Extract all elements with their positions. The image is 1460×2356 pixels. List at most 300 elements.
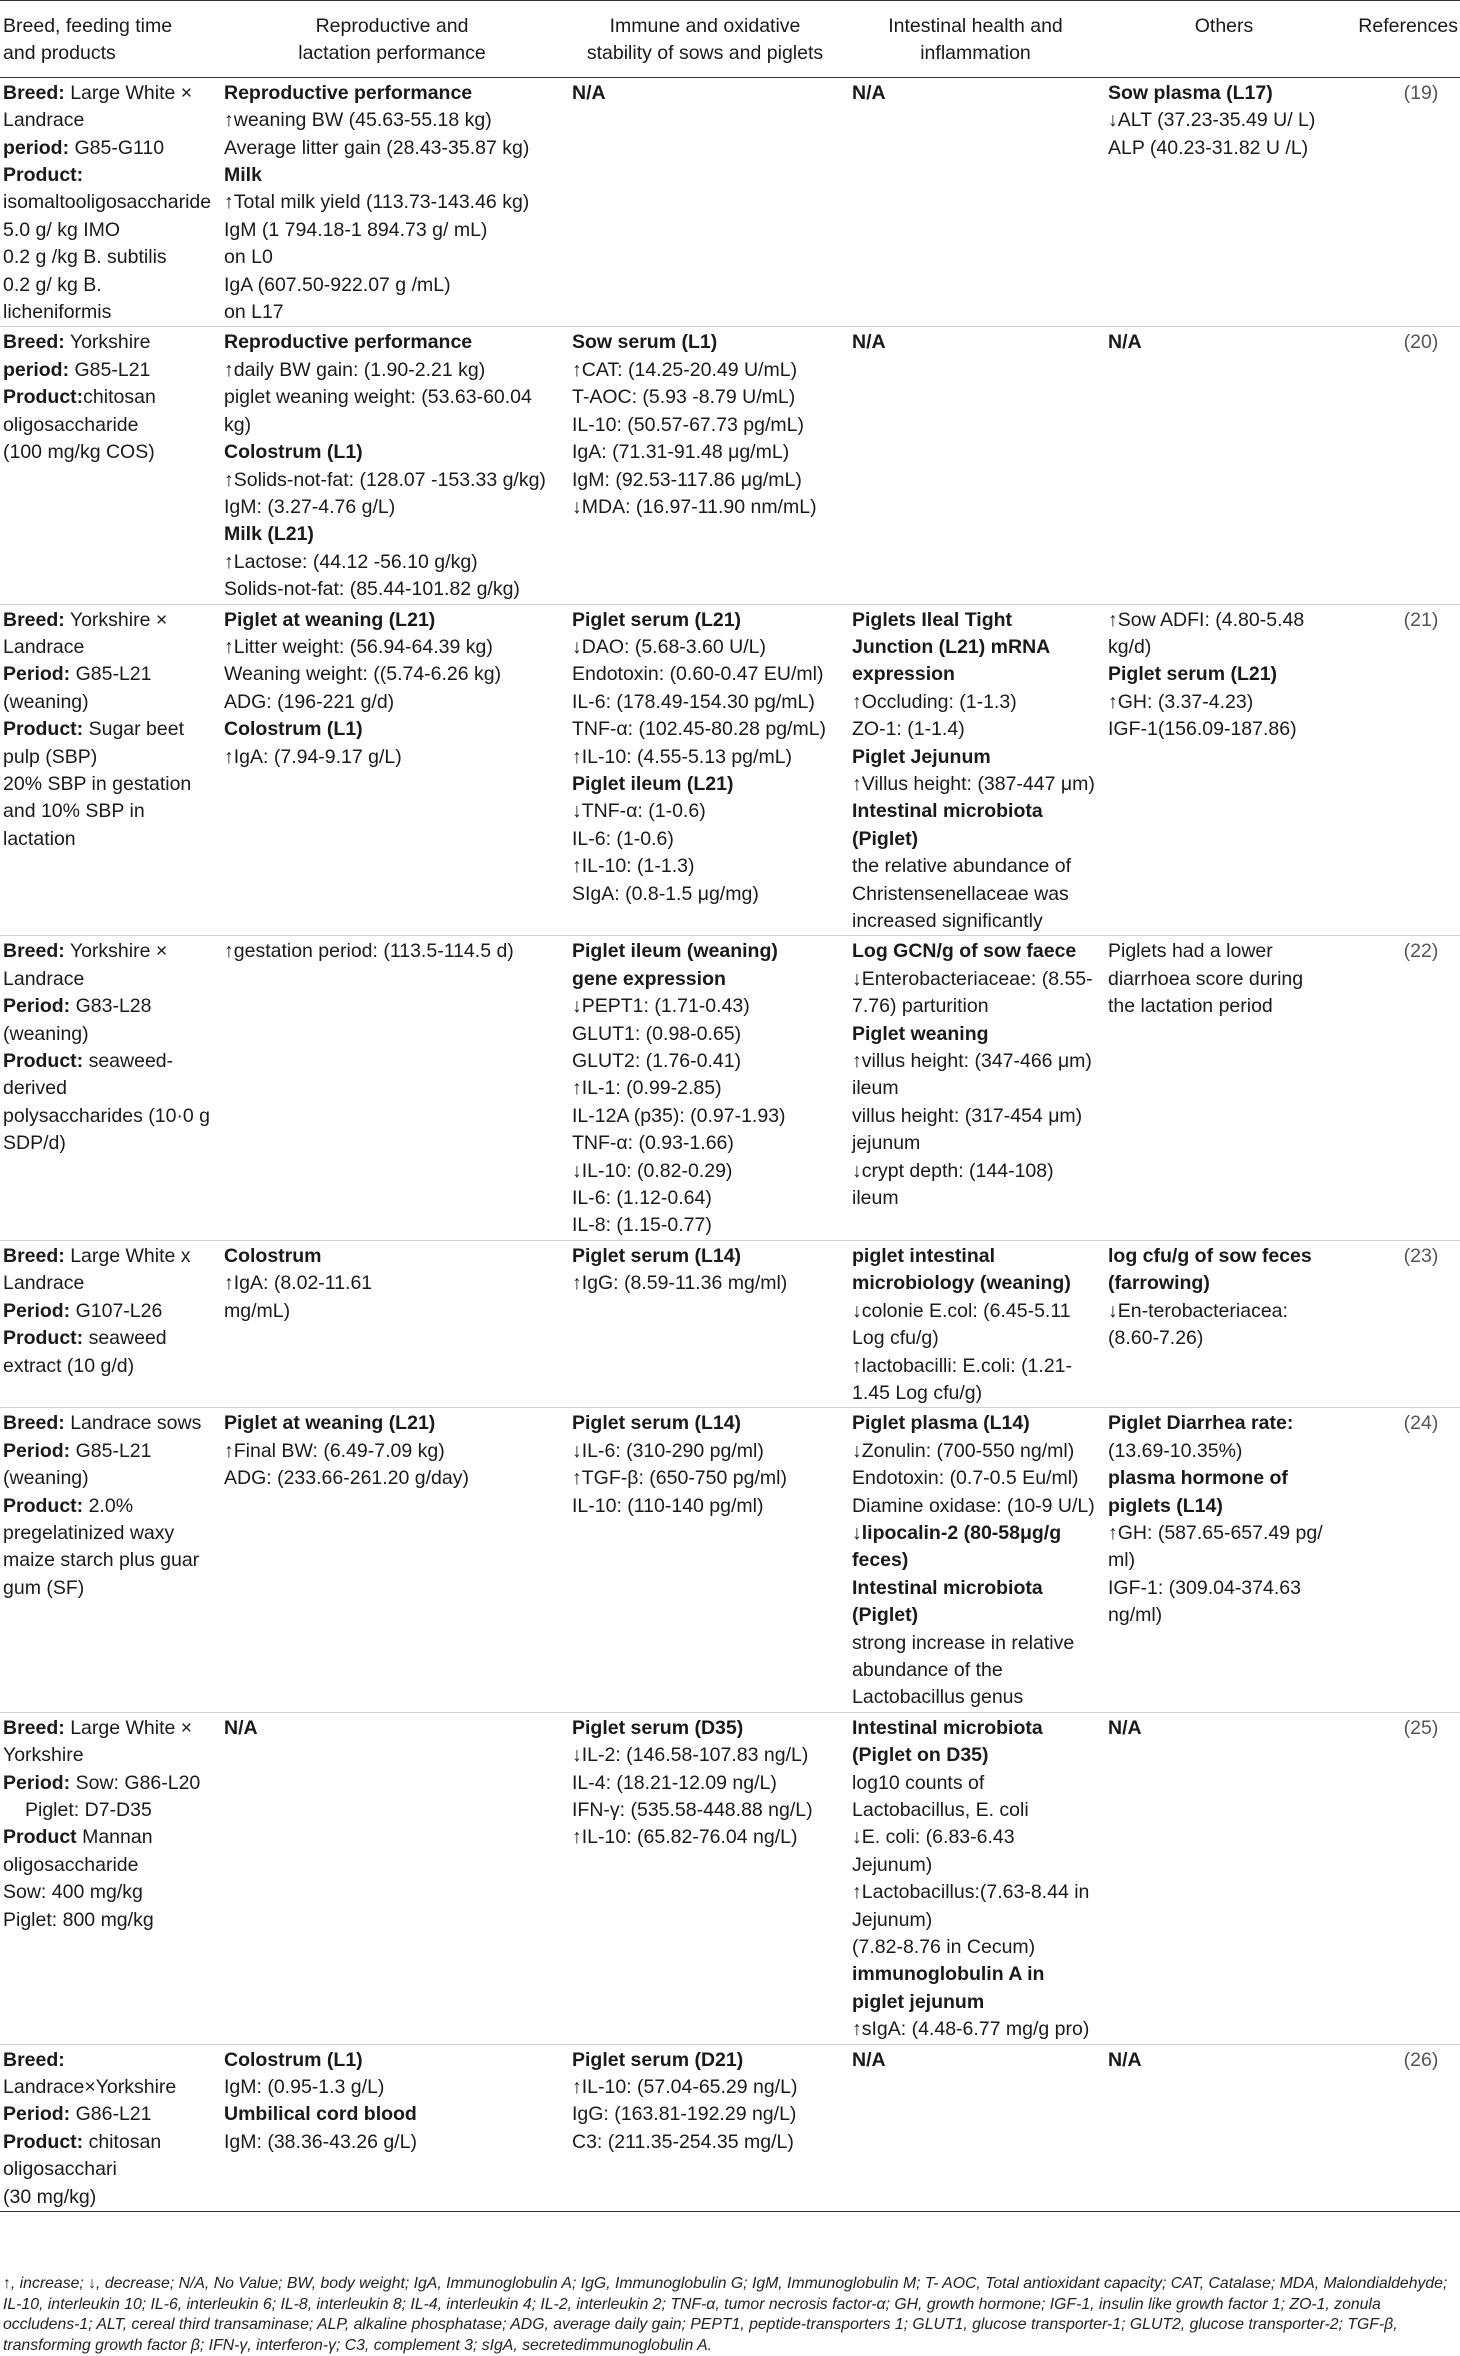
cell-line (3, 1270, 213, 1297)
line-text: (8.60-7.26) (1108, 1327, 1204, 1350)
line-text: ↑CAT: (14.25-20.49 U/mL) (572, 358, 798, 381)
bold-label: Colostrum (L1) (224, 718, 363, 741)
cell-line (3, 607, 213, 634)
line-text: log10 counts of (852, 1771, 985, 1794)
line-text: strong increase in relative (852, 1631, 1075, 1654)
cell-line (572, 881, 845, 908)
bold-label: Intestinal microbiota (852, 800, 1043, 823)
bold-label: Product: (3, 1050, 84, 1073)
cell-line (3, 162, 213, 189)
bold-label: Sow serum (L1) (572, 331, 718, 354)
cell-intestinal (845, 604, 1106, 936)
cell-line (852, 2047, 1098, 2074)
line-text: isomaltooligosaccharide (3, 191, 212, 214)
cell-line (3, 2101, 213, 2128)
line-text: ↑IL-10: (57.04-65.29 ng/L) (572, 2076, 798, 2099)
cell-line (572, 1075, 845, 1102)
line-text: IgM: (92.53-117.86 μg/mL) (572, 468, 802, 491)
cell-line (572, 1715, 845, 1742)
cell-line (572, 1770, 845, 1797)
cell-line (3, 826, 213, 853)
cell-line (3, 1130, 213, 1157)
cell-line (224, 244, 565, 271)
cell-line (852, 689, 1098, 716)
line-text: ↑Solids-not-fat: (128.07 -153.33 g/kg) (224, 468, 546, 491)
cell-line (224, 217, 565, 244)
line-text: abundance of the (852, 1658, 1003, 1681)
cell-line (3, 1410, 213, 1437)
line-text: Large White x (64, 1244, 191, 1267)
line-text: seaweed- (83, 1050, 174, 1073)
line-text: TNF-α: (0.93-1.66) (572, 1132, 734, 1155)
cell-line (3, 689, 213, 716)
cell-line (224, 494, 565, 521)
bold-label: Piglet Diarrhea rate: (1108, 1412, 1294, 1435)
line-text: TNF-α: (102.45-80.28 pg/mL) (572, 718, 827, 741)
line-text: piglet weaning weight: (53.63-60.04 (224, 386, 532, 409)
bold-label: Colostrum (L1) (224, 2048, 363, 2071)
cell-line (3, 1493, 213, 1520)
cell-line (1108, 329, 1336, 356)
bold-label: immunoglobulin A in (852, 1963, 1045, 1986)
cell-line (3, 1438, 213, 1465)
line-text: G85-L21 (69, 358, 151, 381)
line-text: ↑GH: (587.65-657.49 pg/ (1108, 1521, 1323, 1544)
cell-line (3, 1465, 213, 1492)
cell-intestinal (845, 1408, 1106, 1712)
cell-reference: (21) (1342, 604, 1460, 936)
cell-line (572, 634, 845, 661)
cell-line (572, 1824, 845, 1851)
line-text: (7.82-8.76 in Cecum) (852, 1936, 1036, 1959)
line-text: ↑Final BW: (6.49-7.09 kg) (224, 1439, 445, 1462)
cell-immune-oxidative (565, 1408, 845, 1712)
cell-line (1108, 135, 1336, 162)
line-text: ↑Villus height: (387-447 μm) (852, 772, 1095, 795)
line-text: G85-L21 (70, 1439, 152, 1462)
cell-reproductive (219, 1408, 565, 1712)
bold-label: log cfu/g of sow feces (1108, 1244, 1312, 1267)
bold-label: Breed: (3, 331, 65, 354)
cell-breed-period-product (0, 936, 219, 1240)
cell-line (572, 938, 845, 965)
bold-label: period: (3, 358, 70, 381)
line-text: Mannan (76, 1826, 153, 1849)
cell-reproductive (219, 327, 565, 604)
cell-line (3, 1879, 213, 1906)
line-text: seaweed (83, 1327, 167, 1350)
cell-line (3, 966, 213, 993)
cell-others (1106, 1408, 1342, 1712)
cell-intestinal (845, 77, 1106, 327)
cell-line (3, 80, 213, 107)
cell-line (3, 2156, 213, 2183)
cell-line (852, 2016, 1098, 2043)
cell-line (224, 299, 565, 326)
cell-line (572, 467, 845, 494)
line-text: ↓IL-2: (146.58-107.83 ng/L) (572, 1744, 809, 1767)
cell-line (224, 162, 565, 189)
cell-line (224, 549, 565, 576)
cell-line (852, 716, 1098, 743)
bold-label: N/A (852, 2048, 886, 2071)
cell-line (852, 329, 1098, 356)
cell-line (572, 2101, 845, 2128)
line-text: licheniformis (3, 301, 112, 324)
line-text: increased significantly (852, 910, 1043, 932)
line-text: 5.0 g/ kg IMO (3, 218, 121, 241)
cell-line (572, 689, 845, 716)
cell-line (3, 189, 213, 216)
line-text: (weaning) (3, 1022, 89, 1045)
cell-reproductive (219, 1712, 565, 2044)
line-text: Christensenellaceae was (852, 882, 1069, 905)
cell-line (572, 744, 845, 771)
cell-line (852, 1989, 1098, 2016)
bold-label: piglet jejunum (852, 1990, 985, 2013)
line-text: ↑IgA: (7.94-9.17 g/L) (224, 745, 402, 768)
line-text: Jejunum) (852, 1853, 933, 1876)
cell-line (572, 1270, 845, 1297)
cell-line (852, 744, 1098, 771)
cell-reference: (22) (1342, 936, 1460, 1240)
cell-line (852, 1185, 1098, 1212)
line-text: ↓Zonulin: (700-550 ng/ml) (852, 1439, 1075, 1462)
line-text: IgA: (71.31-91.48 μg/mL) (572, 441, 790, 464)
line-text: (30 mg/kg) (3, 2185, 97, 2208)
cell-line (1108, 1243, 1336, 1270)
cell-line (3, 1547, 213, 1574)
cell-line (852, 1130, 1098, 1157)
bold-label: N/A (1108, 1716, 1142, 1739)
header-line: Intestinal health and (888, 15, 1063, 37)
cell-line (572, 384, 845, 411)
cell-reference: (19) (1342, 77, 1460, 327)
cell-line (852, 1075, 1098, 1102)
line-text: ↓crypt depth: (144-108) (852, 1159, 1054, 1182)
cell-line (572, 1742, 845, 1769)
cell-line (1108, 1438, 1336, 1465)
bold-label: Product: (3, 386, 84, 409)
line-text: IGF-1: (309.04-374.63 (1108, 1576, 1301, 1599)
line-text: ↑villus height: (347-466 μm) (852, 1050, 1092, 1073)
line-text: ↑lactobacilli: E.coli: (1.21- (852, 1354, 1073, 1377)
cell-line (572, 1158, 845, 1185)
bold-label: Piglet serum (L21) (1108, 663, 1278, 686)
cell-line (3, 1021, 213, 1048)
line-text: derived (3, 1077, 67, 1100)
cell-line (852, 1520, 1098, 1547)
bold-label: Breed: (3, 940, 65, 963)
line-text: ↓TNF-α: (1-0.6) (572, 800, 706, 823)
line-text: ↑IL-1: (0.99-2.85) (572, 1077, 722, 1100)
bold-label: Period: (3, 1439, 71, 1462)
line-text: Sugar beet (83, 718, 184, 741)
cell-reproductive (219, 1240, 565, 1407)
cell-line (224, 2074, 565, 2101)
cell-immune-oxidative (565, 936, 845, 1240)
bold-label: Piglet ileum (L21) (572, 772, 734, 795)
line-text: Yorkshire × (64, 940, 168, 963)
header-intestinal (845, 1, 1106, 78)
cell-line (852, 826, 1098, 853)
line-text: diarrhoea score during (1108, 967, 1304, 990)
cell-line (1108, 1325, 1336, 1352)
cell-line (572, 661, 845, 688)
cell-line (224, 1715, 565, 1742)
cell-line (3, 135, 213, 162)
bold-label: (Piglet on D35) (852, 1744, 989, 1767)
line-text: ↓colonie E.col: (6.45-5.11 (852, 1299, 1071, 1322)
table-row (0, 1712, 1460, 2044)
cell-line (572, 993, 845, 1020)
cell-others (1106, 77, 1342, 327)
bold-label: N/A (852, 331, 886, 354)
line-text: mg/mL) (224, 1299, 291, 1322)
cell-line (572, 607, 845, 634)
line-text: ↓Enterobacteriaceae: (8.55- (852, 967, 1093, 990)
line-text: SDP/d) (3, 1132, 66, 1155)
cell-line (3, 217, 213, 244)
cell-line (852, 1879, 1098, 1906)
cell-line (852, 1547, 1098, 1574)
line-text: 7.76) parturition (852, 995, 989, 1018)
cell-line (1108, 1602, 1336, 1629)
bold-label: (Piglet) (852, 1604, 919, 1627)
cell-line (572, 1103, 845, 1130)
bold-label: Reproductive performance (224, 331, 473, 354)
cell-line (1108, 1715, 1336, 1742)
cell-line (852, 908, 1098, 935)
line-text: ↑gestation period: (113.5-114.5 d) (224, 940, 514, 963)
bold-label: Breed: (3, 1716, 65, 1739)
line-text: ↓E. coli: (6.83-6.43 (852, 1826, 1015, 1849)
line-text: ↑Lactobacillus:(7.63-8.44 in (852, 1881, 1090, 1904)
cell-line (1108, 938, 1336, 965)
bold-label: Period: (3, 995, 71, 1018)
cell-breed-period-product (0, 327, 219, 604)
line-text: Piglet: 800 mg/kg (3, 1908, 154, 1931)
line-text: IL-12A (p35): (0.97-1.93) (572, 1104, 786, 1127)
bold-label: N/A (852, 81, 886, 104)
line-text: IFN-γ: (535.58-448.88 ng/L) (572, 1799, 813, 1821)
bold-label: expression (852, 663, 955, 686)
line-text: ↓En-terobacteriacea: (1108, 1299, 1288, 1322)
header-line: Breed, feeding time (3, 15, 173, 37)
bold-label: microbiology (weaning) (852, 1272, 1071, 1295)
line-text: ↑IgG: (8.59-11.36 mg/ml) (572, 1272, 788, 1295)
line-text: ↓ALT (37.23-35.49 U/ L) (1108, 109, 1316, 132)
bold-label: Product: (3, 718, 84, 741)
cell-line (852, 1852, 1098, 1879)
line-text: ↑IL-10: (1-1.3) (572, 855, 695, 878)
cell-line (852, 1797, 1098, 1824)
cell-line (852, 661, 1098, 688)
cell-immune-oxidative (565, 77, 845, 327)
cell-line (224, 189, 565, 216)
line-text: the relative abundance of (852, 855, 1071, 878)
line-text: T-AOC: (5.93 -8.79 U/mL) (572, 386, 796, 409)
cell-line (572, 1243, 845, 1270)
table-row (0, 327, 1460, 604)
line-text: ↑GH: (3.37-4.23) (1108, 690, 1254, 713)
table-footnote: ↑, increase; ↓, decrease; N/A, No Value; BW, body weight; IgA, Immunoglobulin A; IgG, Immunoglobulin G; IgM, Immunoglobulin M; T- AOC, Total antioxidant capacity; CAT, Catalase; MDA, Malondialdehyde; IL-10, interleukin 10; IL-6, interleukin 6; IL-8, interleukin 8; IL-4, interleukin 4; IL-2, interleukin 2; TNF-α, tumor necrosis factor-α; GH, growth hormone; IGF-1, insulin like growth factor 1; ZO-1, zonula occludens-1; ALT, cereal third transaminase; ALP, alkaline phosphatase; ADG, average daily gain; PEPT1, peptide-transporters 1; GLUT1, glucose transporter-1; GLUT2, glucose transporter-2; TGF-β, transforming growth factor β; IFN-γ, interferon-γ; C3, complement 3; sIgA, secretedimmunoglobulin A. (3, 2275, 1448, 2354)
header-references (1342, 1, 1460, 78)
cell-line (224, 412, 565, 439)
line-text: ileum (852, 1187, 899, 1210)
line-text: Large White × (64, 1716, 193, 1739)
header-others (1106, 1, 1342, 78)
cell-line (572, 1438, 845, 1465)
cell-line (852, 1270, 1098, 1297)
cell-line (224, 1465, 565, 1492)
cell-line (1108, 661, 1336, 688)
bold-label: feces) (852, 1549, 909, 1572)
cell-line (852, 993, 1098, 1020)
cell-line (572, 329, 845, 356)
cell-line (1108, 1547, 1336, 1574)
cell-reference: (23) (1342, 1240, 1460, 1407)
cell-breed-period-product (0, 604, 219, 936)
bold-label: ↓lipocalin-2 (80-58μg/g (852, 1521, 1062, 1544)
bold-label: Intestinal microbiota (852, 1716, 1043, 1739)
cell-line (852, 80, 1098, 107)
line-text: 0.2 g /kg B. subtilis (3, 246, 167, 269)
cell-immune-oxidative (565, 327, 845, 604)
line-text: chitosan (83, 386, 156, 409)
cell-line (224, 689, 565, 716)
bold-label: Junction (L21) mRNA (852, 635, 1051, 658)
line-text: Yorkshire × (64, 608, 168, 631)
line-text: IgG: (163.81-192.29 ng/L) (572, 2103, 797, 2126)
cell-line (3, 1907, 213, 1934)
cell-line (852, 853, 1098, 880)
line-text: maize starch plus guar (3, 1549, 200, 1572)
cell-line (3, 357, 213, 384)
header-line: inflammation (920, 42, 1031, 65)
cell-line (3, 744, 213, 771)
bold-label: N/A (1108, 2048, 1142, 2071)
line-text: kg/d) (1108, 635, 1152, 658)
cell-others (1106, 936, 1342, 1240)
cell-line (224, 439, 565, 466)
bold-label: Piglet at weaning (L21) (224, 1412, 436, 1435)
bold-label: Milk (L21) (224, 523, 314, 546)
bold-label: Period: (3, 2103, 71, 2126)
line-text: extract (10 g/d) (3, 1354, 135, 1377)
bold-label: piglet intestinal (852, 1244, 996, 1267)
cell-line (572, 1185, 845, 1212)
bold-label: Product (3, 1826, 77, 1849)
bold-label: Piglet weaning (852, 1022, 989, 1045)
cell-line (852, 881, 1098, 908)
cell-line (572, 716, 845, 743)
cell-line (852, 1715, 1098, 1742)
header-breed (0, 1, 219, 78)
cell-line (224, 329, 565, 356)
cell-line (3, 107, 213, 134)
cell-line (1108, 2047, 1336, 2074)
line-text: ml) (1108, 1549, 1136, 1572)
cell-line (852, 1158, 1098, 1185)
line-text: IL-6: (178.49-154.30 pg/mL) (572, 690, 815, 713)
cell-line (1108, 1465, 1336, 1492)
bold-label: plasma hormone of (1108, 1467, 1288, 1490)
bold-label: N/A (1108, 331, 1142, 354)
cell-line (3, 1353, 213, 1380)
header-line: Others (1194, 15, 1254, 37)
line-text: (13.69-10.35%) (1108, 1439, 1243, 1462)
cell-line (852, 1325, 1098, 1352)
cell-line (3, 1715, 213, 1742)
cell-line (3, 384, 213, 411)
line-text: Average litter gain (28.43-35.87 kg) (224, 136, 530, 159)
line-text: Landrace×Yorkshire (3, 2076, 177, 2099)
line-text: IL-8: (1.15-0.77) (572, 1214, 712, 1237)
cell-intestinal (845, 1240, 1106, 1407)
line-text: Sow: G86-L20 (70, 1771, 201, 1794)
line-text: IL-10: (110-140 pg/ml) (572, 1494, 764, 1517)
bold-label: N/A (224, 1716, 258, 1739)
header-line: stability of sows and piglets (586, 42, 824, 65)
line-text: gum (SF) (3, 1576, 85, 1599)
cell-breed-period-product (0, 1240, 219, 1407)
cell-line (224, 716, 565, 743)
line-text: ADG: (233.66-261.20 g/day) (224, 1467, 469, 1490)
cell-line (572, 853, 845, 880)
line-text: ↑daily BW gain: (1.90-2.21 kg) (224, 358, 486, 381)
cell-reference: (20) (1342, 327, 1460, 604)
cell-line (572, 771, 845, 798)
line-text: ↓DAO: (5.68-3.60 U/L) (572, 635, 766, 658)
cell-line (852, 1353, 1098, 1380)
line-text: Piglets had a lower (1108, 940, 1273, 963)
cell-line (572, 1021, 845, 1048)
cell-reference: (25) (1342, 1712, 1460, 2044)
line-text: IgM: (3.27-4.76 g/L) (224, 495, 396, 518)
bold-label: Breed: (3, 1412, 65, 1435)
cell-reproductive (219, 936, 565, 1240)
table-row (0, 1408, 1460, 1712)
table-row (0, 936, 1460, 1240)
bold-label: Colostrum (224, 1244, 322, 1267)
bold-label: (farrowing) (1108, 1272, 1210, 1295)
bold-label: Sow plasma (L17) (1108, 81, 1273, 104)
line-text: on L0 (224, 246, 273, 269)
cell-others (1106, 327, 1342, 604)
bold-label: Piglet ileum (weaning) (572, 940, 778, 963)
line-text: IgM: (38.36-43.26 g/L) (224, 2130, 417, 2153)
cell-line (852, 607, 1098, 634)
cell-line (224, 1298, 565, 1325)
line-text: Jejunum) (852, 1908, 933, 1931)
line-text: GLUT2: (1.76-0.41) (572, 1050, 742, 1073)
line-text: G85-L21 (70, 663, 152, 686)
line-text: IgM (1 794.18-1 894.73 g/ mL) (224, 218, 488, 241)
cell-line (852, 1103, 1098, 1130)
bold-label: Breed: (3, 608, 65, 631)
bold-label: Piglet serum (L21) (572, 608, 742, 631)
cell-others (1106, 604, 1342, 936)
cell-line (572, 2074, 845, 2101)
cell-line (572, 798, 845, 825)
line-text: Landrace (3, 967, 85, 990)
line-text: ↓PEPT1: (1.71-0.43) (572, 995, 750, 1018)
bold-label: Umbilical cord blood (224, 2103, 417, 2126)
header-line: and products (3, 42, 116, 65)
cell-line (852, 1493, 1098, 1520)
header-line: References (1358, 15, 1458, 37)
